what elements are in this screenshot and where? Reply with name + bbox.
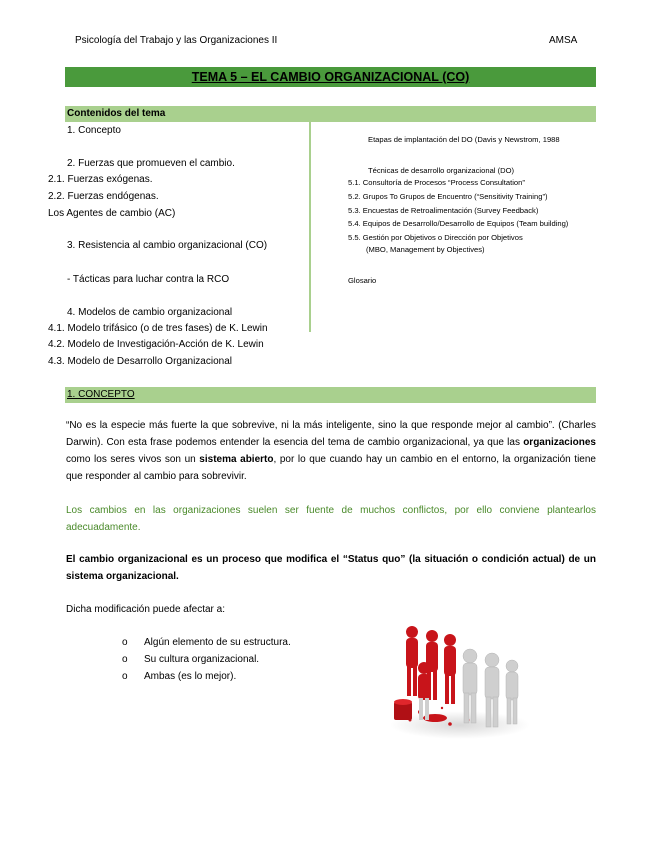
toc-right-etapas: Etapas de implantación del DO (Davis y Newstrom, 1988 <box>368 135 560 144</box>
list-item-text: Algún elemento de su estructura. <box>144 637 291 648</box>
toc-right-5-3: 5.3. Encuestas de Retroalimentación (Survey Feedback) <box>348 206 539 215</box>
toc-item-2-2: 2.2. Fuerzas endógenas. <box>48 191 159 202</box>
toc-item-3: 3. Resistencia al cambio organizacional (CO) <box>67 240 268 251</box>
quote-text-3: , por lo que cuando hay un cambio en el entorno, la organización tiene que responder al cambio para sobrevivir. <box>66 454 596 482</box>
toc-right-5-2: 5.2. Grupos To Grupos de Encuentro (“Sensitivity Training”) <box>348 192 548 201</box>
quote-text-2: como los seres vivos son un <box>66 454 200 465</box>
list-item <box>122 668 236 685</box>
toc-right-tecnicas: Técnicas de desarrollo organizacional (DO) <box>368 166 515 175</box>
toc-item-4-2: 4.2. Modelo de Investigación-Acción de K. Lewin <box>48 339 264 350</box>
bold-organizaciones: organizaciones <box>523 437 596 448</box>
toc-item-agentes: Los Agentes de cambio (AC) <box>48 208 176 219</box>
bullet-marker: o <box>122 637 128 648</box>
section-heading-concepto: 1. CONCEPTO <box>65 387 596 403</box>
toc-item-4: 4. Modelos de cambio organizacional <box>67 307 233 318</box>
painted-figure <box>418 662 430 720</box>
toc-right-mbo: (MBO, Management by Objectives) <box>366 245 485 254</box>
toc-right-glosario: Glosario <box>348 276 377 285</box>
bold-sistema-abierto: sistema abierto <box>199 454 274 465</box>
quote-text: “No es la especie más fuerte la que sobrevive, ni la más inteligente, sino la que responde mejor al cambio”. (Charles Darwin). Con esta frase podemos entender la esencia del tema de cambio organizacional, ya que las <box>66 420 596 448</box>
list-item-text: Ambas (es lo mejor). <box>144 671 237 682</box>
bullet-marker: o <box>122 654 128 665</box>
red-figures <box>406 626 456 704</box>
list-item-text: Su cultura organizacional. <box>144 654 260 665</box>
running-header-right: AMSA <box>549 35 578 46</box>
grey-figures <box>463 649 518 727</box>
conflicts-paragraph: Los cambios en las organizaciones suelen ser fuente de muchos conflictos, por ello conviene plantearlos adecuadamente. <box>66 505 596 533</box>
toc-item-4-3: 4.3. Modelo de Desarrollo Organizacional <box>48 356 232 367</box>
definition-paragraph: El cambio organizacional es un proceso que modifica el “Status quo” (la situación o condición actual) de un sistema organizacional. <box>66 554 596 582</box>
toc-item-4-1: 4.1. Modelo trifásico (o de tres fases) de K. Lewin <box>48 323 268 334</box>
list-item <box>122 651 259 668</box>
bullet-marker: o <box>122 671 128 682</box>
paint-bucket-icon <box>394 699 412 720</box>
contents-divider <box>309 122 311 332</box>
toc-item-2-1: 2.1. Fuerzas exógenas. <box>48 174 153 185</box>
contents-heading: Contenidos del tema <box>65 106 596 122</box>
running-header-left: Psicología del Trabajo y las Organizaciones II <box>75 35 278 46</box>
list-item <box>122 634 291 651</box>
toc-right-5-5: 5.5. Gestión por Objetivos o Dirección por Objetivos <box>348 233 523 242</box>
toc-right-5-1: 5.1. Consultoría de Procesos “Process Consultation” <box>348 178 525 187</box>
list-intro: Dicha modificación puede afectar a: <box>66 604 225 615</box>
darwin-paragraph <box>66 417 596 485</box>
toc-right-5-4: 5.4. Equipos de Desarrollo/Desarrollo de Equipos (Team building) <box>348 219 569 228</box>
toc-item-1: 1. Concepto <box>67 125 121 136</box>
figures-illustration <box>380 620 530 745</box>
chapter-title: TEMA 5 – EL CAMBIO ORGANIZACIONAL (CO) <box>65 67 596 87</box>
toc-item-tacticas: - Tácticas para luchar contra la RCO <box>67 274 230 285</box>
toc-item-2: 2. Fuerzas que promueven el cambio. <box>67 158 235 169</box>
